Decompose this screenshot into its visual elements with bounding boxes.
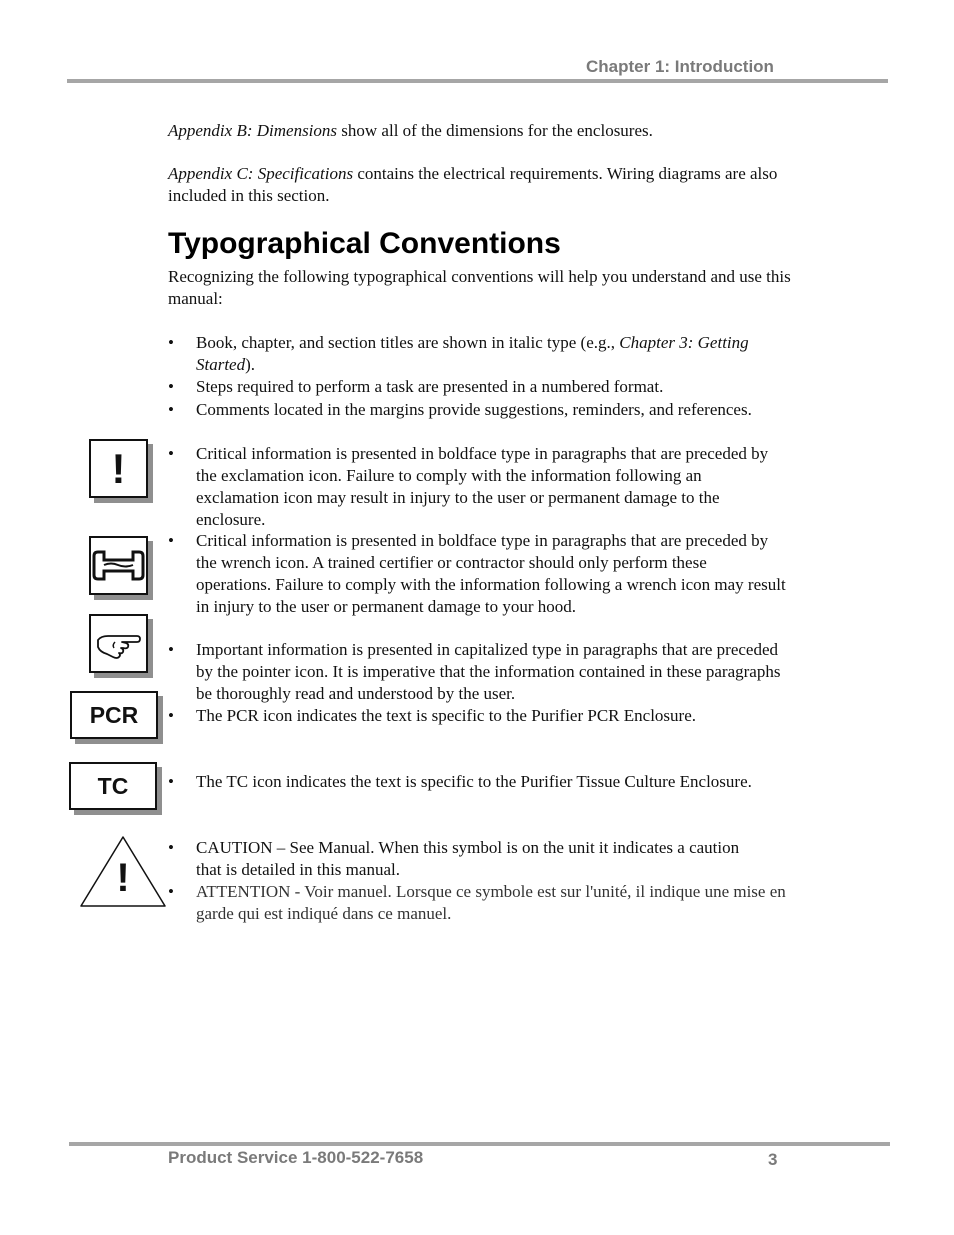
appendix-b-title: Appendix B: Dimensions [168, 121, 338, 140]
bullet-dot: • [168, 706, 174, 725]
pointing-hand-icon [89, 614, 148, 673]
bullet-dot: • [168, 772, 174, 791]
bullet-dot: • [168, 444, 174, 463]
bullet-dot: • [168, 400, 174, 419]
product-service-phone: Product Service 1-800-522-7658 [168, 1148, 424, 1167]
bullet-dot: • [168, 377, 174, 396]
list-item-steps: Steps required to perform a task are presented in a numbered format. [196, 377, 664, 396]
pcr-icon: PCR [70, 691, 158, 739]
list-item-tc: The TC icon indicates the text is specific to the Purifier Tissue Culture Enclosure. [196, 772, 752, 791]
appendix-b-text: show all of the dimensions for the enclosures. [337, 121, 653, 140]
section-heading: Typographical Conventions [168, 227, 561, 260]
header-divider [67, 79, 888, 83]
wrench-graphic [91, 538, 146, 593]
intro-paragraph-appendix-b [168, 120, 808, 142]
bullet-dot: • [168, 531, 174, 550]
footer-divider [69, 1142, 890, 1146]
caution-exclamation-mark: ! [116, 856, 130, 900]
page-number: 3 [768, 1150, 778, 1169]
bullet-dot: • [168, 882, 174, 901]
list-item-caution: CAUTION – See Manual. When this symbol is on the unit it indicates a caution that is detailed in this manual. [196, 838, 740, 879]
intro-paragraph-appendix-c [168, 163, 793, 207]
wrench-icon [89, 536, 148, 595]
pointing-hand-graphic [91, 616, 146, 671]
list-item-pcr: The PCR icon indicates the text is specific to the Purifier PCR Enclosure. [196, 706, 696, 725]
caution-triangle-icon [79, 834, 167, 910]
bullet-dot: • [168, 333, 174, 352]
list-item-exclamation: Critical information is presented in boldface type in paragraphs that are preceded by the exclamation icon. Failure to comply with the information following an exclamation icon may result in injury to the user or permanent damage to the enclosure. [196, 444, 769, 529]
list-item-pointer: Important information is presented in capitalized type in paragraphs that are preceded by the pointer icon. It is imperative that the information contained in these paragraphs be thoroughly read and understood by the user. [196, 640, 781, 703]
section-lead-paragraph: Recognizing the following typographical conventions will help you understand and use this manual: [168, 267, 791, 308]
tc-icon: TC [69, 762, 157, 810]
list-item-comments: Comments located in the margins provide suggestions, reminders, and references. [196, 400, 752, 419]
list-item-titles: Book, chapter, and section titles are shown in italic type (e.g., Chapter 3: Getting Started). [196, 333, 749, 374]
list-item-attention: ATTENTION - Voir manuel. Lorsque ce symbole est sur l'unité, il indique une mise en garde qui est indiqué dans ce manuel. [196, 882, 786, 923]
list-item-wrench: Critical information is presented in boldface type in paragraphs that are preceded by the wrench icon. A trained certifier or contractor should only perform these operations. Failure to comply with the information following a wrench icon may result in injury to the user or permanent damage to your hood. [196, 531, 786, 616]
appendix-c-title: Appendix C: Specifications [168, 164, 354, 183]
bullet-dot: • [168, 640, 174, 659]
bullet-dot: • [168, 838, 174, 857]
appendix-c-text: contains the electrical requirements. Wiring diagrams are also included in this section. [168, 164, 778, 205]
running-header: Chapter 1: Introduction [586, 57, 774, 76]
exclamation-icon: ! [89, 439, 148, 498]
